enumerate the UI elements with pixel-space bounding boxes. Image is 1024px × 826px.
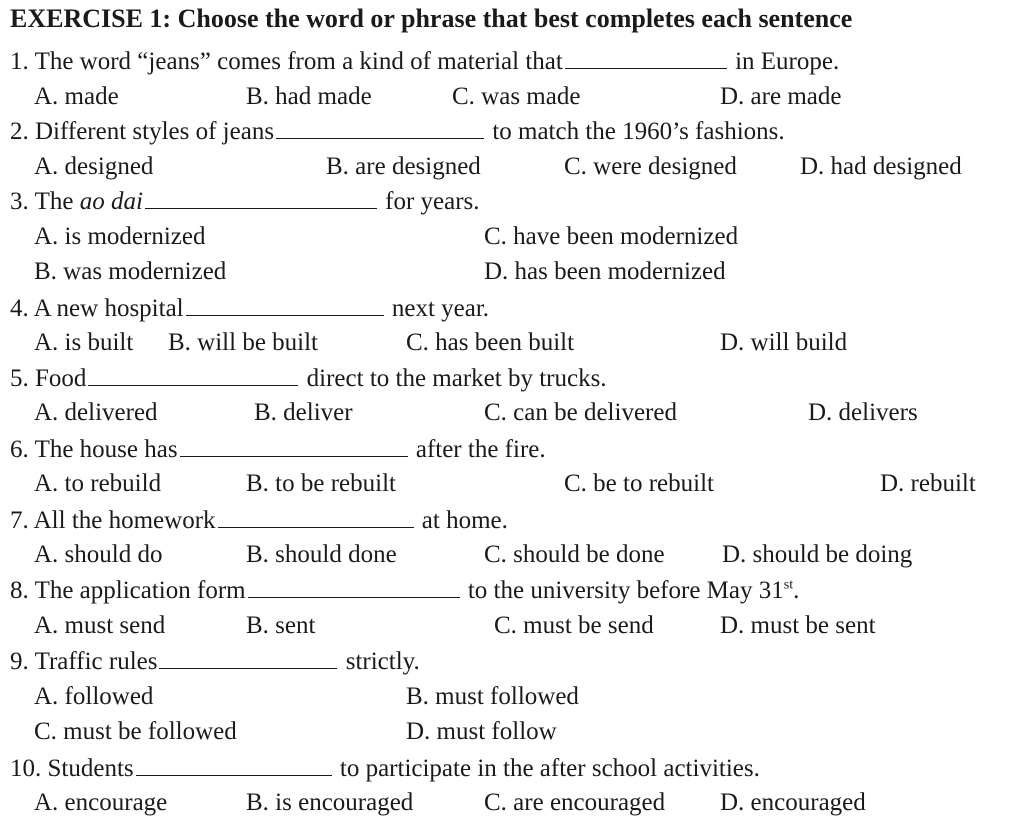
option-a: A. to rebuild (34, 470, 162, 497)
options-8 (0, 611, 1024, 641)
answer-blank (136, 753, 332, 776)
option-c: C. can be delivered (484, 399, 677, 426)
question-4 (10, 293, 489, 323)
question-text-after: at home. (421, 507, 508, 534)
options-3-row-2 (0, 257, 1024, 287)
option-c: C. must be send (494, 612, 654, 639)
option-a: A. must send (34, 612, 166, 639)
option-d: D. had designed (800, 153, 962, 180)
option-c: C. should be done (484, 541, 665, 568)
question-number: 5. (10, 365, 29, 392)
option-d: D. should be doing (722, 541, 913, 568)
option-d: D. must follow (406, 718, 557, 745)
options-9-row-2 (0, 717, 1024, 747)
question-text-after: next year. (391, 295, 490, 322)
answer-blank (186, 293, 384, 316)
question-5 (10, 363, 607, 393)
question-3 (10, 186, 480, 216)
question-text-before: The word “jeans” comes from a kind of material that (34, 48, 563, 75)
option-b: B. was modernized (34, 258, 227, 285)
option-c: C. be to rebuilt (564, 470, 714, 497)
options-2 (0, 152, 1024, 182)
question-text-before: All the homework (33, 507, 216, 534)
question-number: 7. (10, 507, 29, 534)
option-d: D. rebuilt (880, 470, 976, 497)
options-7 (0, 540, 1024, 570)
option-d: D. will build (720, 329, 848, 356)
option-a: A. is built (34, 329, 134, 356)
option-c: C. were designed (564, 153, 737, 180)
option-b: B. had made (246, 83, 372, 110)
option-a: A. should do (34, 541, 163, 568)
question-text-after: in Europe. (735, 48, 840, 75)
question-number: 9. (10, 648, 29, 675)
question-text-before: Traffic rules (34, 648, 158, 675)
question-number: 10. (10, 755, 42, 782)
question-text-after: after the fire. (415, 436, 546, 463)
option-a: A. delivered (34, 399, 158, 426)
answer-blank (218, 505, 414, 528)
option-b: B. will be built (168, 329, 318, 356)
question-9 (10, 646, 420, 676)
question-text-before: Food (35, 365, 87, 392)
option-d: D. delivers (808, 399, 918, 426)
option-a: A. made (34, 83, 119, 110)
question-text-after: direct to the market by trucks. (306, 365, 607, 392)
question-text-before: Students (47, 755, 134, 782)
answer-blank (180, 434, 408, 457)
option-a: A. is modernized (34, 223, 206, 250)
question-text-after: to participate in the after school activities. (339, 755, 760, 782)
option-d: D. has been modernized (484, 258, 726, 285)
answer-blank (248, 575, 460, 598)
ordinal-suffix: st (783, 577, 794, 593)
option-c: C. have been modernized (484, 223, 739, 250)
options-5 (0, 398, 1024, 428)
options-10 (0, 788, 1024, 818)
question-text-before: The (34, 188, 74, 215)
option-d: D. are made (720, 83, 842, 110)
option-d: D. must be sent (720, 612, 876, 639)
question-text-before: The application form (34, 577, 246, 604)
question-8 (10, 575, 799, 605)
answer-blank (159, 646, 337, 669)
options-9-row-1 (0, 682, 1024, 712)
option-b: B. deliver (254, 399, 353, 426)
question-7 (10, 505, 508, 535)
question-6 (10, 434, 546, 464)
option-b: B. to be rebuilt (246, 470, 396, 497)
option-a: A. designed (34, 153, 154, 180)
options-4 (0, 328, 1024, 358)
option-b: B. sent (246, 612, 316, 639)
question-text-after: to the university before May 31 (467, 577, 784, 604)
options-6 (0, 469, 1024, 499)
question-number: 3. (10, 188, 29, 215)
question-text-after: strictly. (345, 648, 420, 675)
option-c: C. has been built (406, 329, 575, 356)
option-b: B. should done (246, 541, 397, 568)
question-2 (10, 116, 785, 146)
question-1 (10, 46, 839, 76)
option-d: D. encouraged (720, 789, 866, 816)
question-number: 6. (10, 436, 29, 463)
question-number: 8. (10, 577, 29, 604)
question-number: 1. (10, 48, 29, 75)
option-a: A. encourage (34, 789, 168, 816)
option-b: B. must followed (406, 683, 579, 710)
answer-blank (565, 46, 727, 69)
question-number: 4. (10, 295, 29, 322)
answer-blank (145, 186, 377, 209)
question-10 (10, 753, 760, 783)
question-text-after: for years. (385, 188, 480, 215)
option-c: C. are encouraged (484, 789, 666, 816)
question-text-after: to match the 1960’s fashions. (492, 118, 785, 145)
option-b: B. is encouraged (246, 789, 414, 816)
question-text-end: . (793, 577, 800, 604)
answer-blank (88, 363, 298, 386)
question-text-italic: ao dai (79, 188, 143, 215)
options-1 (0, 82, 1024, 112)
question-text-before: Different styles of jeans (35, 118, 275, 145)
option-c: C. must be followed (34, 718, 237, 745)
question-text-before: The house has (34, 436, 178, 463)
exercise-title: EXERCISE 1: Choose the word or phrase that best completes each sentence (10, 4, 853, 33)
answer-blank (276, 116, 484, 139)
question-text-before: A new hospital (33, 295, 184, 322)
question-number: 2. (10, 118, 29, 145)
option-b: B. are designed (326, 153, 481, 180)
option-a: A. followed (34, 683, 154, 710)
option-c: C. was made (452, 83, 581, 110)
options-3-row-1 (0, 222, 1024, 252)
